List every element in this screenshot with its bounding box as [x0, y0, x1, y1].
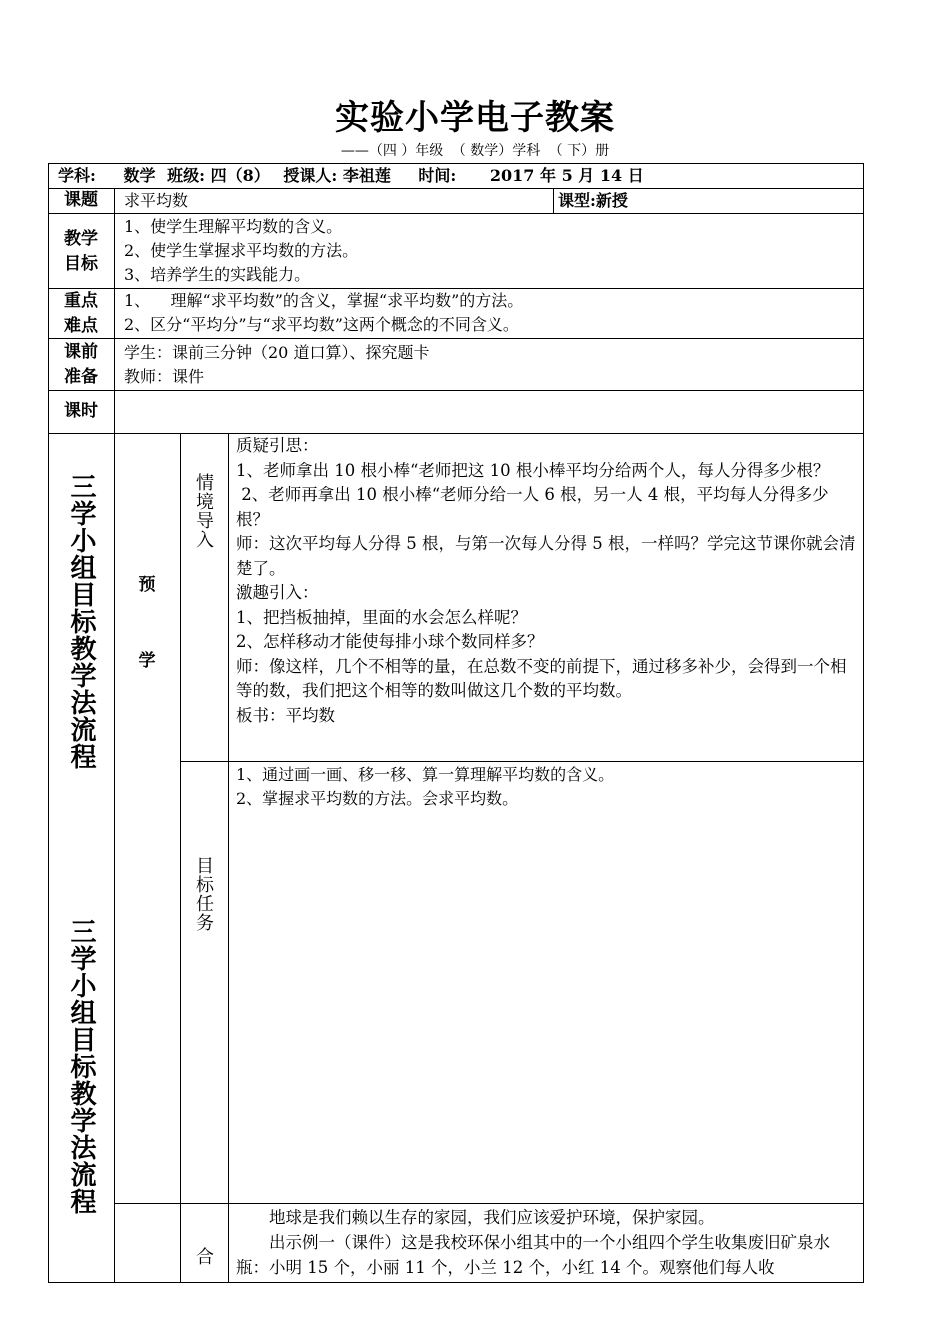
row-line: [48, 213, 864, 214]
table-border-right: [863, 163, 864, 1283]
intro-line: 师：这次平均每人分得 5 根，与第一次每人分得 5 根，一样吗？学完这节课你就会清楚了。: [236, 534, 856, 578]
section-label-goals: 目标任务: [193, 856, 214, 932]
key-points-list: [124, 289, 854, 337]
table-border-bottom: [48, 1282, 864, 1283]
key-points-label: [48, 289, 114, 339]
row-line: [180, 761, 864, 762]
goals-list: [124, 215, 854, 287]
intro-line: 1、把挡板抽掉，里面的水会怎么样呢？: [236, 607, 527, 627]
row-line: [114, 1203, 864, 1204]
intro-line: 板书：平均数: [236, 705, 335, 725]
key-points-label-line: 重点: [64, 291, 98, 311]
page-subtitle: [0, 140, 950, 160]
col-line: [180, 433, 181, 1283]
row-line: [48, 390, 864, 391]
goals-label: [48, 227, 114, 277]
lesson-plan-table: [48, 163, 864, 1283]
row-line: [48, 338, 864, 339]
goal-task-line: 1、通过画一画、移一移、算一算理解平均数的含义。: [236, 765, 615, 784]
cooperate-line: 出示例一（课件）这是我校环保小组其中的一个小组四个学生收集废旧矿泉水瓶：小明 15 个，小丽 11 个，小兰 12 个，小红 14 个。观察他们每人收: [236, 1233, 830, 1277]
col-line: [553, 188, 554, 213]
key-point-item: 1、 理解“求平均数”的含义，掌握“求平均数”的方法。: [124, 291, 524, 310]
lesson-type-value: 新授: [595, 191, 628, 210]
intro-line: 质疑引思：: [236, 436, 319, 455]
goal-item: 1、使学生理解平均数的含义。: [124, 217, 343, 236]
subject-label: 学科:: [58, 166, 96, 185]
hours-label: 课时: [64, 401, 98, 421]
teacher-value: 李祖莲: [342, 166, 391, 185]
section-label-cooperate: 合: [193, 1247, 214, 1266]
key-points-label-line: 难点: [64, 316, 98, 336]
preparation-label-line: 课前: [64, 342, 98, 362]
page-title: 实验小学电子教案: [335, 98, 615, 138]
goal-task-line: 2、掌握求平均数的方法。会求平均数。: [236, 789, 519, 808]
goal-item: 2、使学生掌握求平均数的方法。: [124, 241, 359, 260]
stage-pre-label-1: 预: [138, 575, 156, 595]
intro-line: 师：像这样，几个不相等的量，在总数不变的前提下，通过移多补少，会得到一个相等的数，我们把这个相等的数叫做这几个数的平均数。: [236, 656, 847, 700]
time-value: 2017 年 5 月 14 日: [489, 166, 644, 185]
key-point-item: 2、区分“平均分”与“求平均数”这两个概念的不同含义。: [124, 315, 519, 334]
teacher-label: 授课人:: [283, 166, 338, 185]
preparation-item: 教师：课件: [124, 367, 205, 386]
preparation-label: [48, 340, 114, 390]
topic-label: 课题: [64, 190, 98, 210]
section-label-intro: 情境导入: [193, 473, 214, 549]
topic-value: 求平均数: [124, 191, 189, 210]
col-line: [114, 188, 115, 1283]
subtitle-subject: （ 数学）学科: [451, 143, 541, 159]
goal-task-content: [236, 763, 858, 811]
flow-side-label-top: 三学小组目标教学法流程: [66, 473, 96, 770]
subject-value: 数学: [123, 166, 156, 185]
preparation-item: 学生：课前三分钟（20 道口算）、探究题卡: [124, 343, 430, 362]
stage-pre-label-2: 学: [138, 651, 156, 671]
goal-item: 3、培养学生的实践能力。: [124, 265, 311, 284]
class-label: 班级:: [167, 166, 206, 185]
intro-content: [236, 434, 858, 728]
cooperate-content: [236, 1205, 858, 1280]
class-value: 四（8）: [210, 166, 270, 185]
cooperate-line: 地球是我们赖以生存的家园，我们应该爱护环境，保护家园。: [269, 1208, 715, 1227]
intro-line: 1、老师拿出 10 根小棒“老师把这 10 根小棒平均分给两个人，每人分得多少根？: [236, 460, 830, 480]
col-line: [228, 433, 229, 1283]
preparation-label-line: 准备: [64, 367, 98, 387]
subtitle-volume: （ 下）册: [548, 143, 610, 159]
intro-line: 激趣引入：: [236, 583, 319, 602]
lesson-type-label: 课型:: [558, 191, 596, 210]
lesson-type: [558, 188, 858, 213]
goals-label-line: 教学: [64, 229, 98, 249]
goals-label-line: 目标: [64, 254, 98, 274]
flow-side-label-bottom: 三学小组目标教学法流程: [66, 918, 96, 1215]
intro-line: 2、怎样移动才能使每排小球个数同样多？: [236, 632, 544, 651]
subtitle-grade: ——（四 ）年级: [340, 143, 444, 159]
time-label: 时间:: [418, 166, 457, 185]
intro-line: 2、老师再拿出 10 根小棒“老师分给一人 6 根，另一人 4 根，平均每人分得多少根？: [236, 485, 829, 529]
preparation-list: [124, 341, 854, 389]
info-row: [58, 163, 858, 188]
